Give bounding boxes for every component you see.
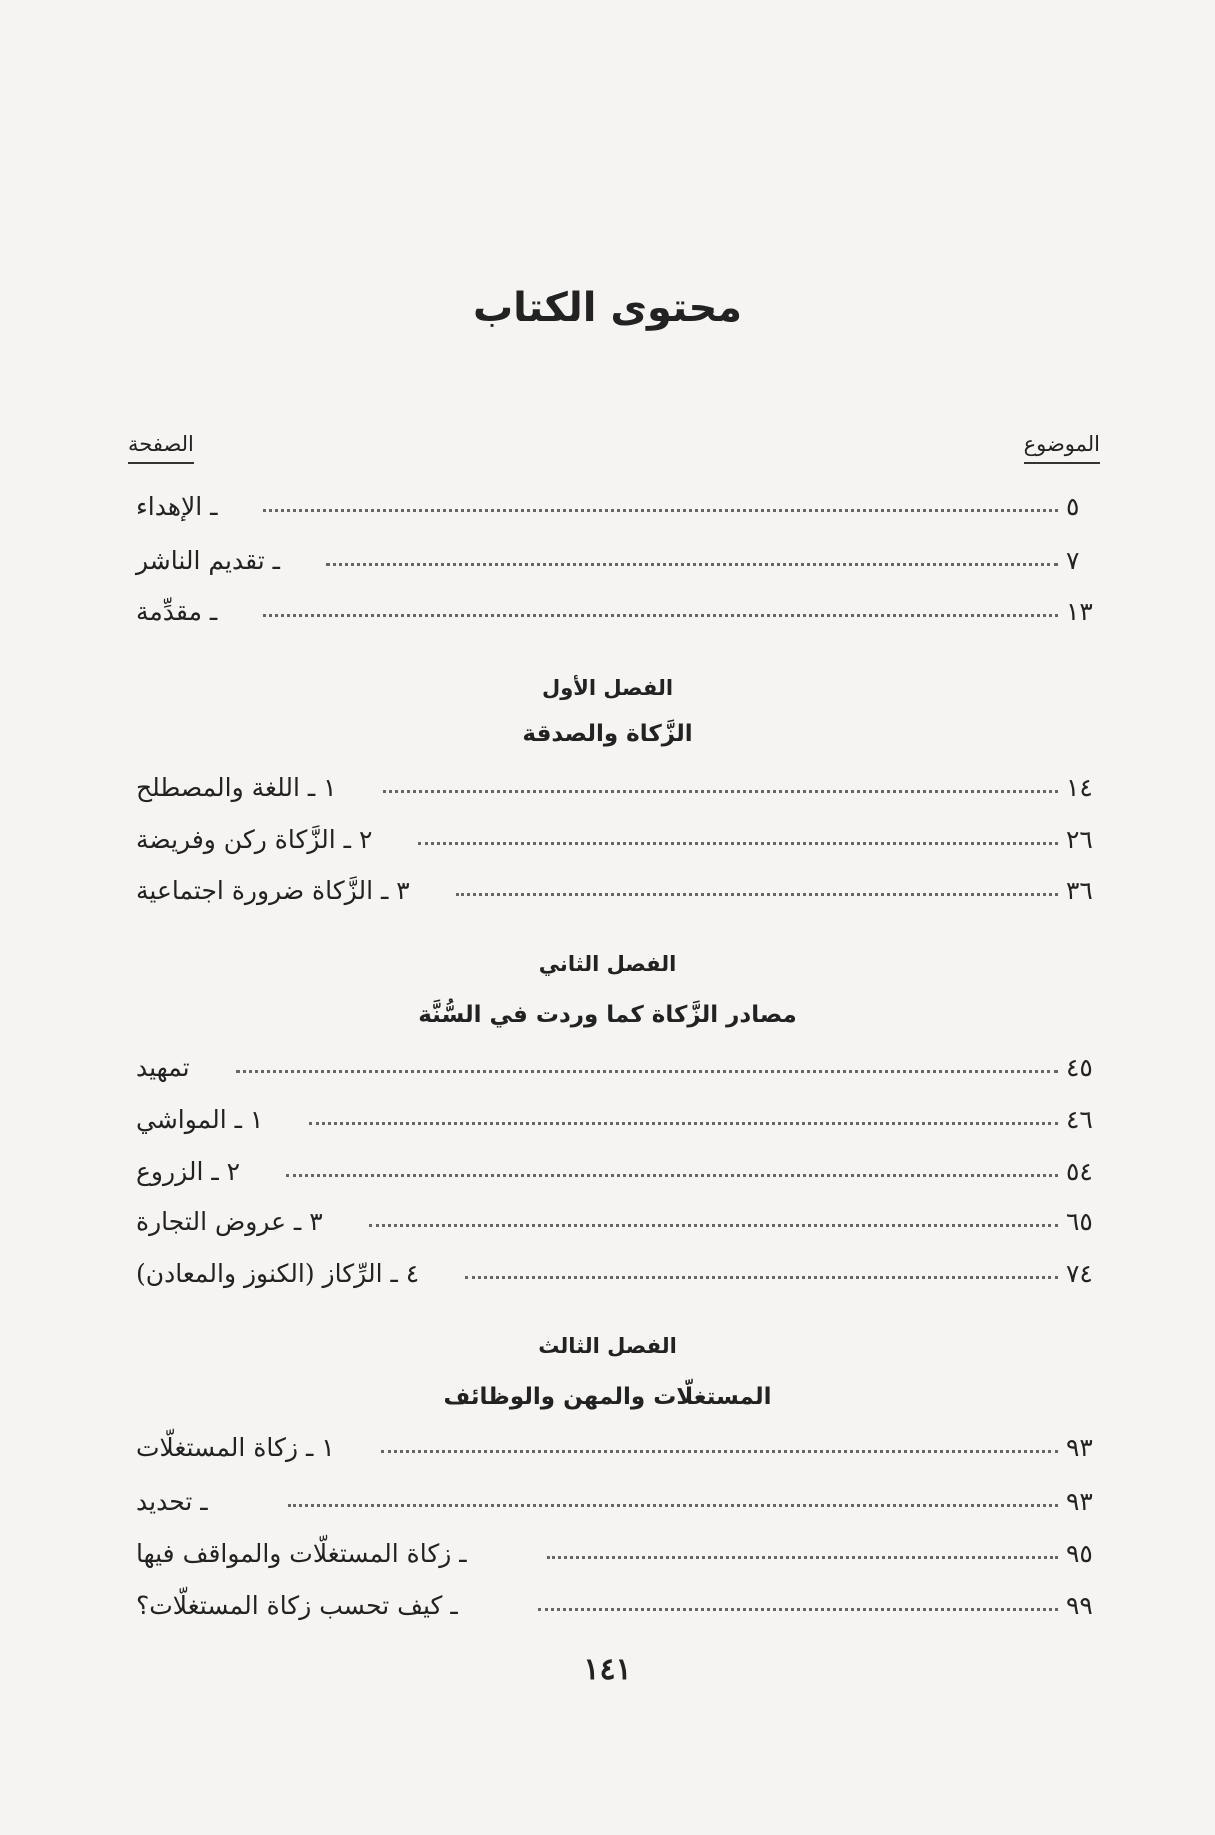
entry-label: ـ تحديد [136, 1487, 208, 1516]
entry-page: ٩٥ [1066, 1539, 1093, 1568]
entry-page: ٩٣ [1066, 1433, 1093, 1462]
chapter-heading: الفصل الثالث [538, 1334, 677, 1358]
toc-entry [130, 1146, 1100, 1186]
chapter-heading: الفصل الأول [541, 676, 674, 700]
toc-entry [130, 865, 1100, 905]
entry-label: ٣ ـ الزَّكاة ضرورة اجتماعية [136, 876, 410, 905]
toc-entry [130, 1422, 1100, 1462]
toc-entry [130, 1248, 1100, 1288]
toc-entry [130, 1476, 1100, 1516]
entry-page: ٢٦ [1066, 825, 1093, 854]
entry-page: ٣٦ [1066, 876, 1093, 905]
dot-leader [263, 614, 1058, 617]
toc-entry [130, 535, 1100, 575]
entry-page: ٤٥ [1066, 1053, 1093, 1082]
toc-entry [130, 1042, 1100, 1082]
dot-leader [369, 1224, 1058, 1227]
entry-label: ١ ـ اللغة والمصطلح [136, 773, 337, 802]
entry-label: ٢ ـ الزَّكاة ركن وفريضة [136, 825, 373, 854]
toc-entry [130, 1528, 1100, 1568]
entry-label: ـ زكاة المستغلّات والمواقف فيها [136, 1539, 467, 1568]
toc-entry [130, 481, 1100, 521]
entry-page: ٧٤ [1066, 1259, 1093, 1288]
toc-entry [130, 762, 1100, 802]
dot-leader [465, 1276, 1058, 1279]
dot-leader [538, 1608, 1058, 1611]
entry-label: ٤ ـ الرِّكاز (الكنوز والمعادن) [136, 1259, 420, 1288]
chapter-title: المستغلّات والمهن والوظائف [443, 1384, 772, 1410]
dot-leader [383, 790, 1058, 793]
entry-label: ـ مقدِّمة [136, 597, 218, 626]
chapter-heading: الفصل الثاني [538, 952, 677, 976]
entry-label: ٢ ـ الزروع [136, 1157, 241, 1186]
dot-leader [547, 1556, 1058, 1559]
page-number: ١٤١ [583, 1652, 632, 1687]
entry-page: ١٤ [1066, 773, 1093, 802]
entry-label: ـ تقديم الناشر [136, 546, 281, 575]
topic-column-header: الموضوع [1024, 432, 1100, 464]
chapter-title: الزَّكاة والصدقة [522, 721, 693, 747]
entry-page: ٧ [1066, 546, 1080, 575]
entry-page: ٩٣ [1066, 1487, 1093, 1516]
toc-entry [130, 1094, 1100, 1134]
entry-page: ٩٩ [1066, 1591, 1093, 1620]
chapter-title: مصادر الزَّكاة كما وردت في السُّنَّة [418, 1002, 797, 1028]
dot-leader [456, 893, 1058, 896]
entry-label: ١ ـ زكاة المستغلّات [136, 1433, 335, 1462]
entry-label: ١ ـ المواشي [136, 1105, 264, 1134]
entry-page: ١٣ [1066, 597, 1093, 626]
entry-label: ـ الإهداء [136, 492, 218, 521]
page-title: محتوى الكتاب [472, 285, 743, 331]
toc-entry [130, 1580, 1100, 1620]
entry-page: ٥٤ [1066, 1157, 1093, 1186]
toc-entry [130, 1196, 1100, 1236]
entry-label: ٣ ـ عروض التجارة [136, 1207, 323, 1236]
dot-leader [286, 1174, 1058, 1177]
dot-leader [326, 563, 1058, 566]
toc-entry [130, 586, 1100, 626]
dot-leader [309, 1122, 1058, 1125]
entry-page: ٦٥ [1066, 1207, 1093, 1236]
entry-label: ـ كيف تحسب زكاة المستغلّات؟ [136, 1591, 458, 1620]
dot-leader [418, 842, 1058, 845]
dot-leader [381, 1450, 1058, 1453]
toc-entry [130, 814, 1100, 854]
dot-leader [263, 509, 1058, 512]
page-column-header: الصفحة [128, 432, 194, 464]
entry-page: ٥ [1066, 492, 1080, 521]
dot-leader [236, 1070, 1058, 1073]
entry-page: ٤٦ [1066, 1105, 1093, 1134]
dot-leader [288, 1504, 1058, 1507]
entry-label: تمهيد [136, 1053, 190, 1082]
